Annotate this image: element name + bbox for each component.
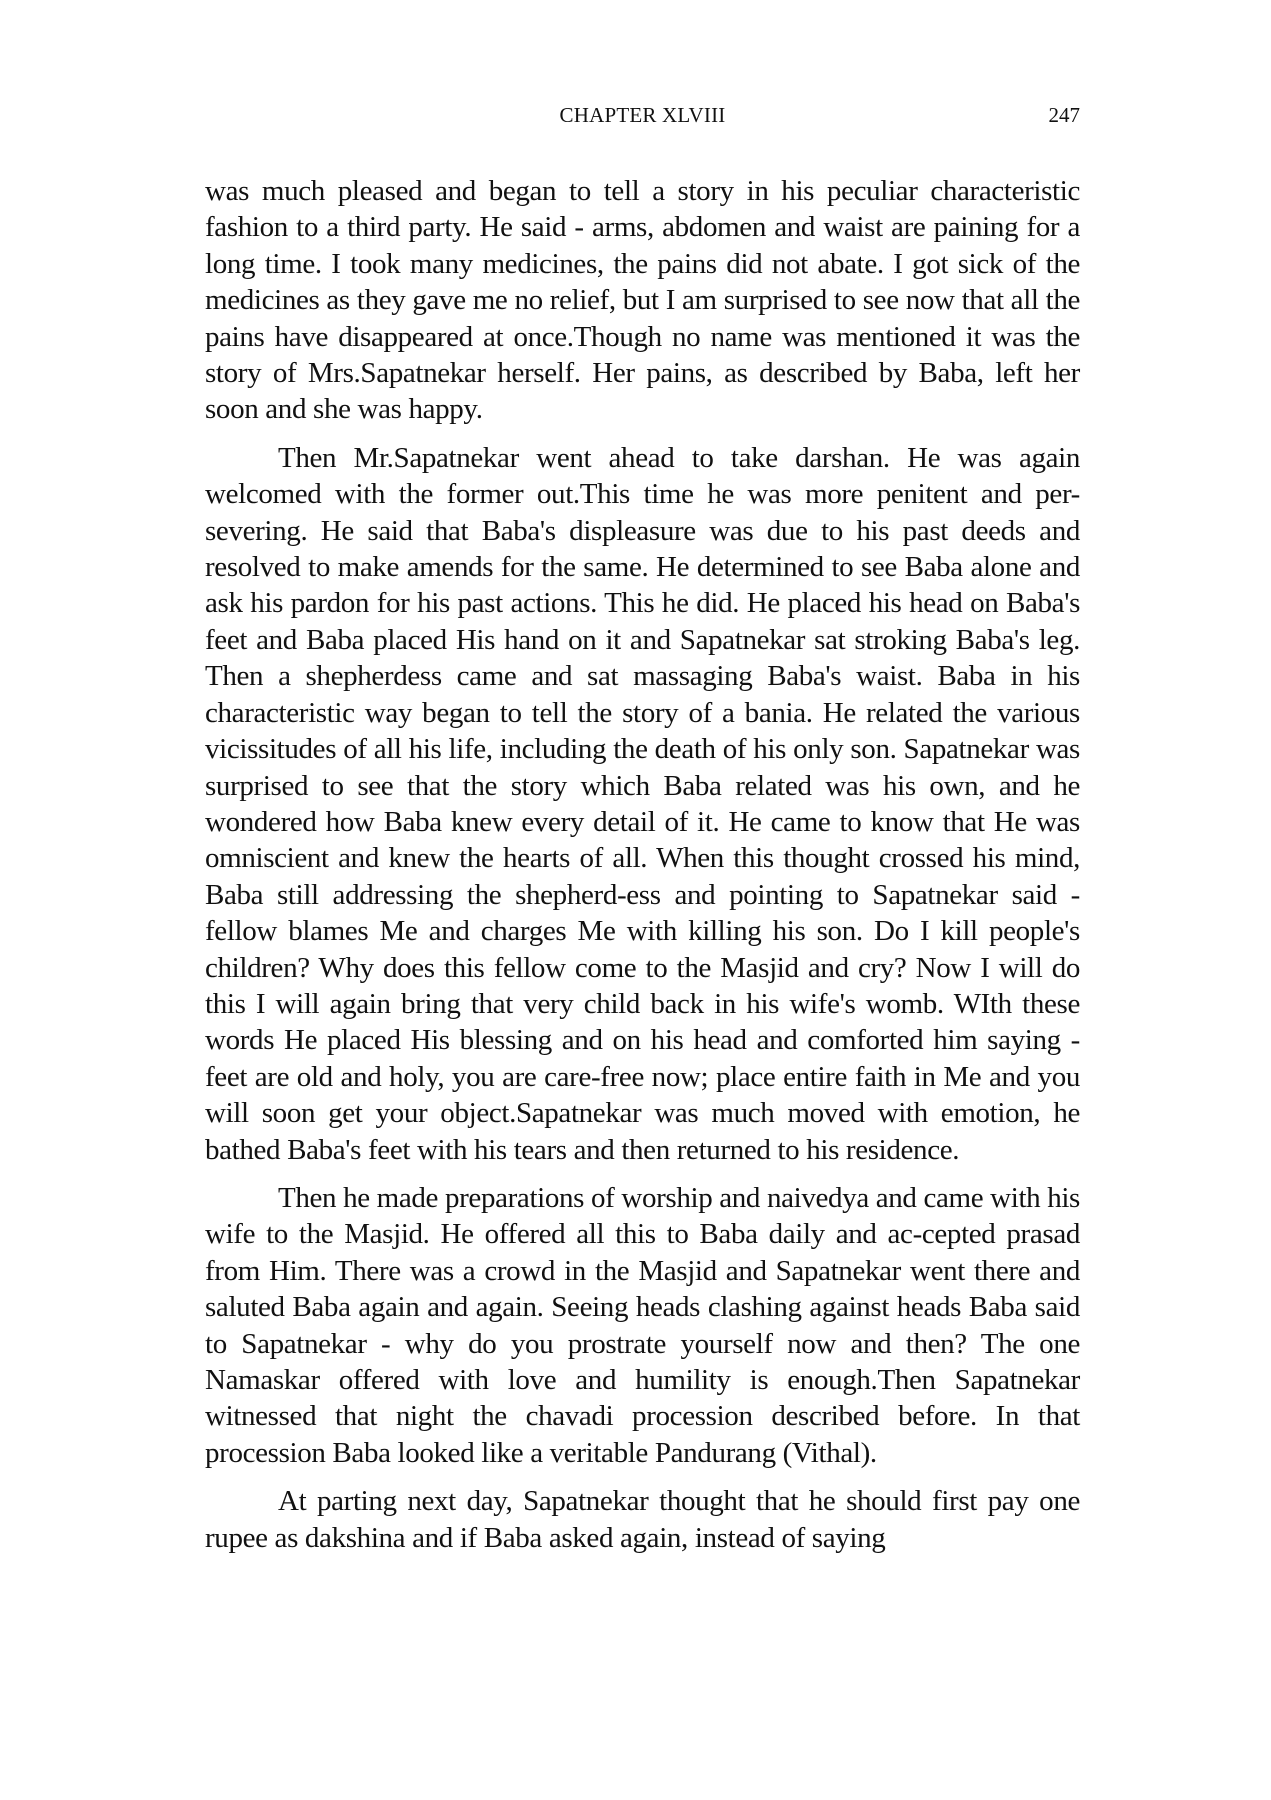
page-number: 247: [1048, 103, 1080, 127]
body-text: [205, 173, 1080, 1568]
paragraph-4: At parting next day, Sapatnekar thought that he should first pay one rupee as dakshina and if Baba asked again, instead of saying: [205, 1485, 1080, 1554]
paragraph-3: Then he made preparations of worship and naivedya and came with his wife to the Masjid. He offered all this to Baba daily and ac-cepted prasad from Him. There was a crowd in the Masjid and Sapatnekar went there and saluted Baba again and again. Seeing heads clashing against heads Baba said to Sapatnekar - why do you prostrate yourself now and then? The one Namaskar offered with love and humility is enough.Then Sapatnekar witnessed that night the chavadi procession described before. In that procession Baba looked like a veritable Pandurang (Vithal).: [205, 1181, 1080, 1469]
running-head: [205, 100, 1080, 130]
paragraph-1: was much pleased and began to tell a story in his peculiar characteristic fashion to a third party. He said - arms, abdomen and waist are paining for a long time. I took many medicines, the pains did not abate. I got sick of the medicines as they gave me no relief, but I am surprised to see now that all the pains have disappeared at once.Though no name was mentioned it was the story of Mrs.Sapatnekar herself. Her pains, as described by Baba, left her soon and she was happy.: [205, 175, 1080, 426]
paragraph-2: Then Mr.Sapatnekar went ahead to take darshan. He was again welcomed with the former out.This time he was more penitent and per-severing. He said that Baba's displeasure was due to his past deeds and resolved to make amends for the same. He determined to see Baba alone and ask his pardon for his past actions. This he did. He placed his head on Baba's feet and Baba placed His hand on it and Sapatnekar sat stroking Baba's leg. Then a shepherdess came and sat massaging Baba's waist. Baba in his characteristic way began to tell the story of a bania. He related the various vicissitudes of all his life, including the death of his only son. Sapatnekar was surprised to see that the story which Baba related was his own, and he wondered how Baba knew every detail of it. He came to know that He was omniscient and knew the hearts of all. When this thought crossed his mind, Baba still addressing the shepherd-ess and pointing to Sapatnekar said - fellow blames Me and charges Me with killing his son. Do I kill people's children? Why does this fellow come to the Masjid and cry? Now I will do this I will again bring that very child back in his wife's womb. WIth these words He placed His blessing and on his head and comforted him saying - feet are old and holy, you are care-free now; place entire faith in Me and you will soon get your object.Sapatnekar was much moved with emotion, he bathed Baba's feet with his tears and then returned to his residence.: [205, 441, 1080, 1166]
chapter-title: CHAPTER XLVIII: [559, 103, 726, 127]
